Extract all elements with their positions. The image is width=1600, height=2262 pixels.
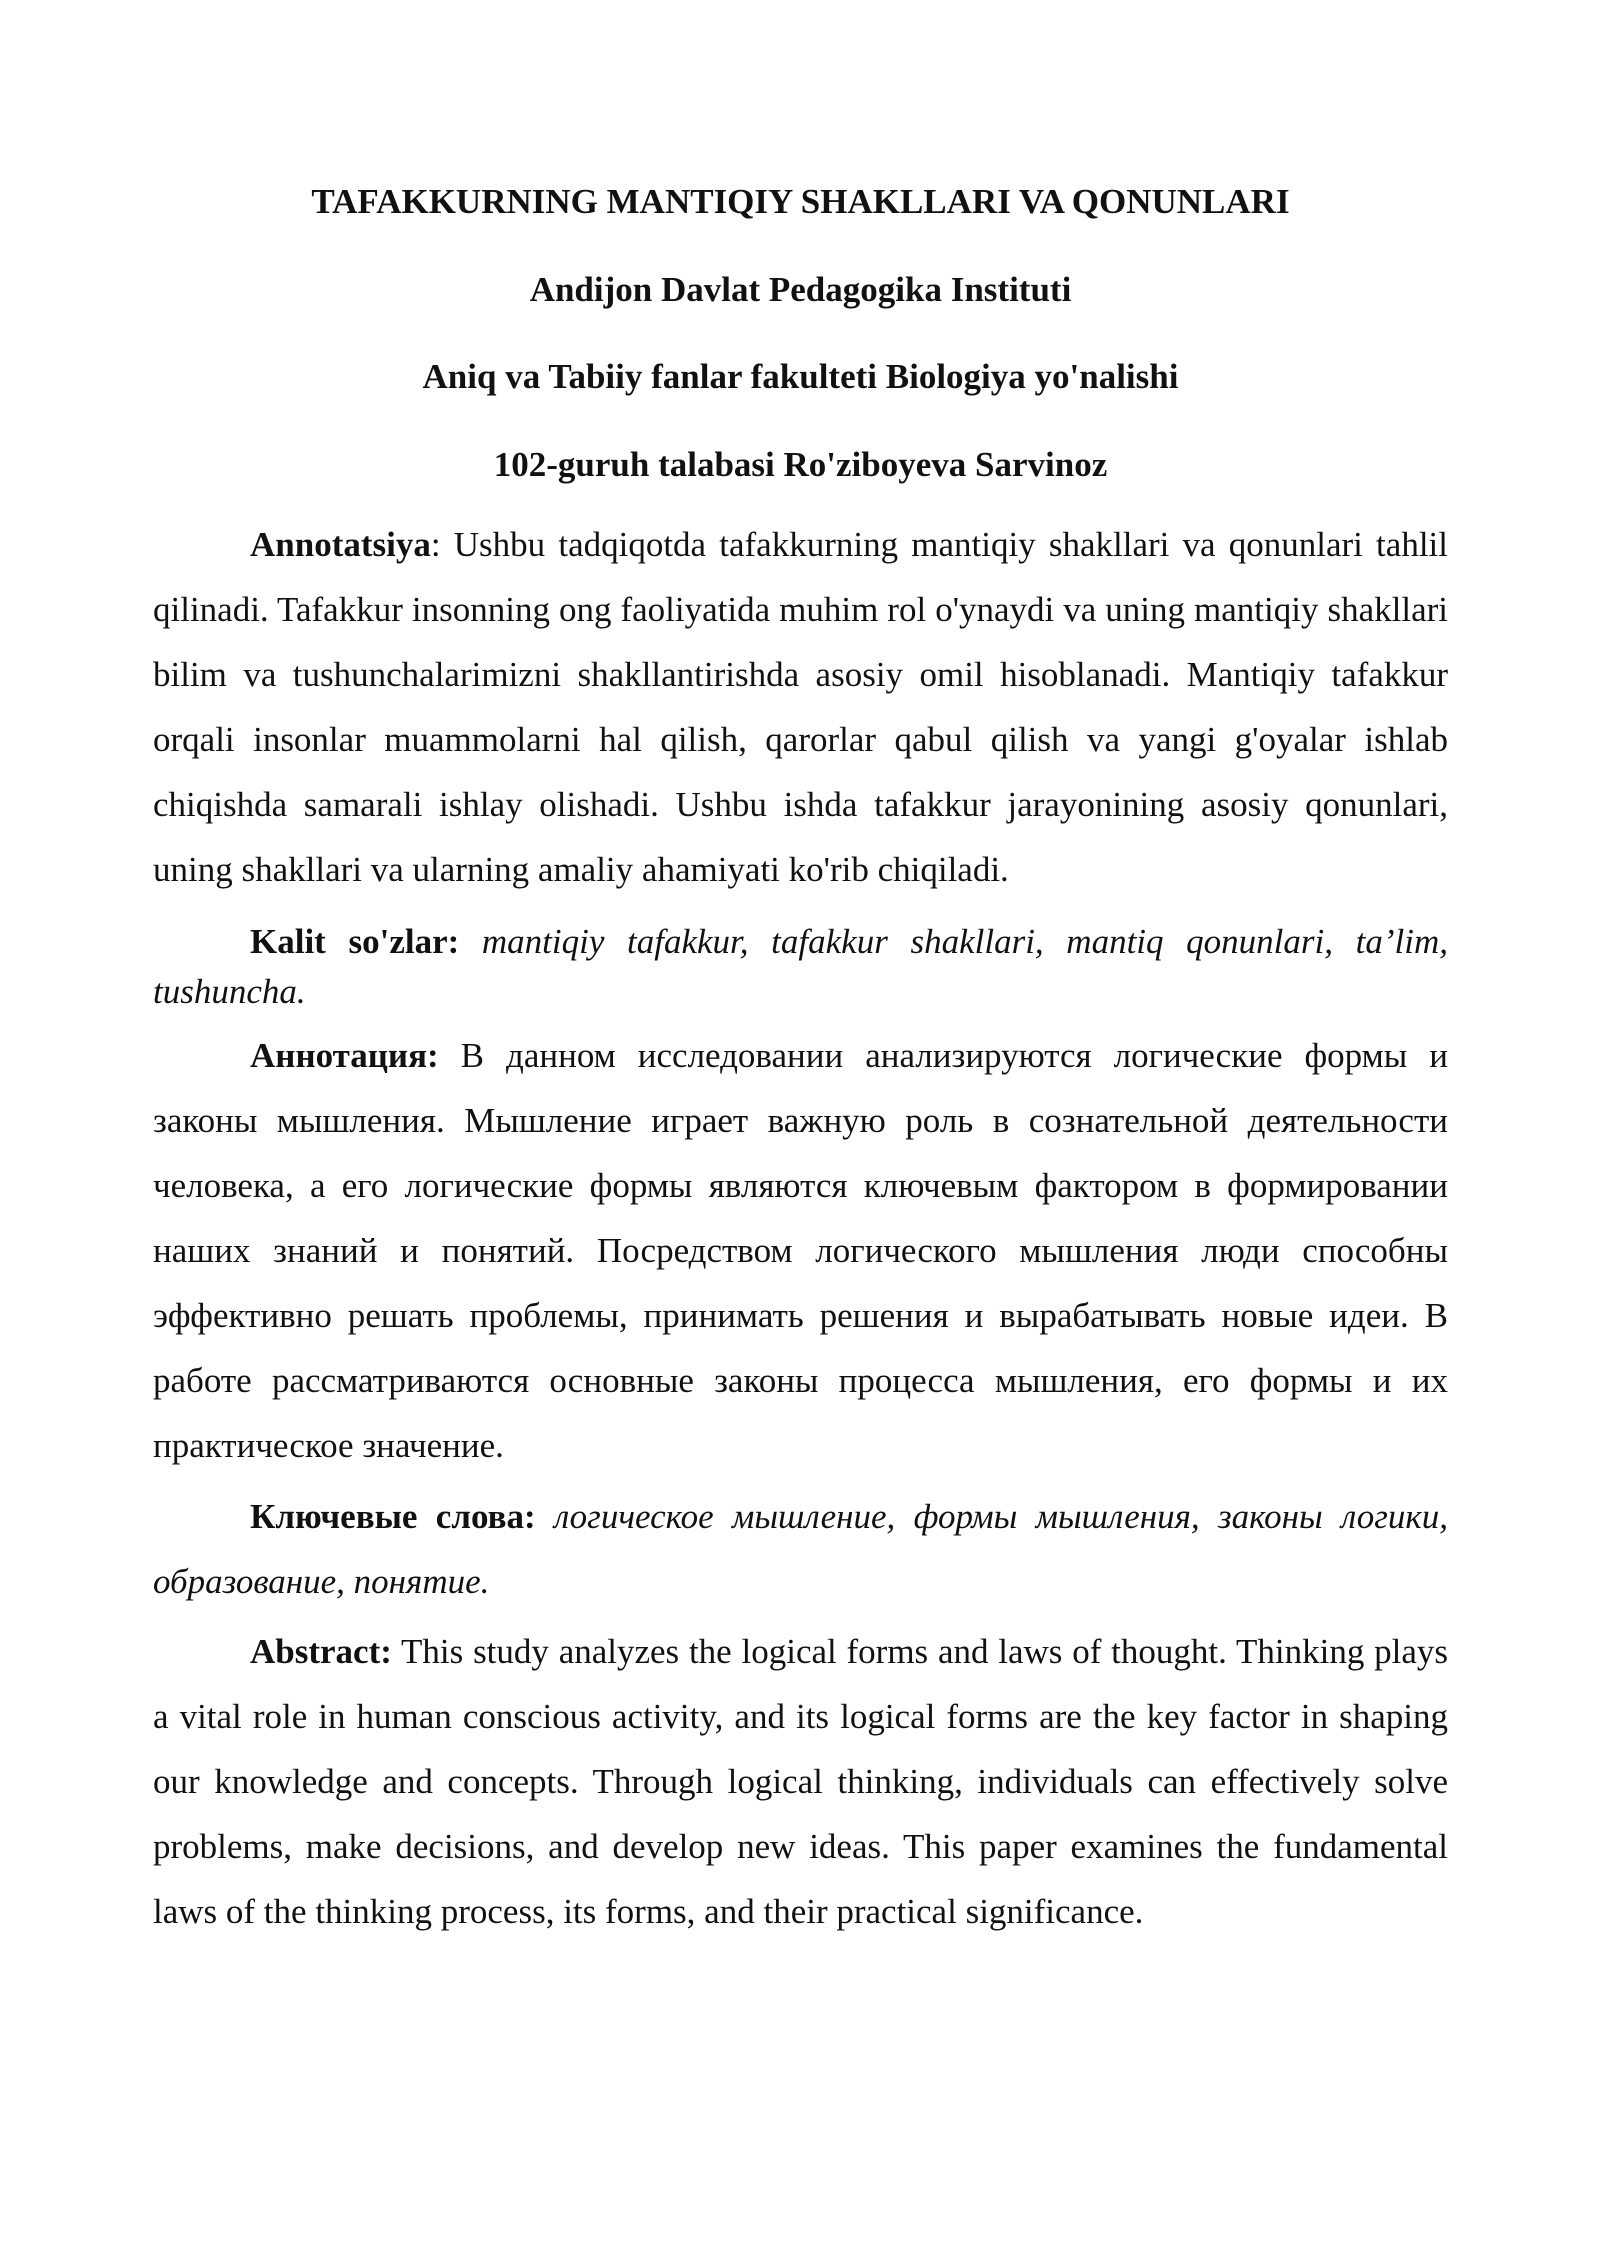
keywords-uz xyxy=(153,917,1448,1017)
keywords-ru-text: логическое мышление, формы мышления, законы логики, образование, понятие. xyxy=(153,1497,1449,1601)
faculty-name: Aniq va Tabiiy fanlar fakulteti Biologiya yo'nalishi xyxy=(422,357,1179,396)
annotation-uz xyxy=(153,512,1448,902)
keywords-uz-text: mantiqiy tafakkur, tafakkur shakllari, mantiq qonunlari, ta’lim, tushuncha. xyxy=(153,922,1448,1011)
annotation-ru-text: В данном исследовании анализируются логические формы и законы мышления. Мышление играет важную роль в сознательной деятельности человека, а его логические формы являются ключевым фактором в формировании наших знаний и понятий. Посредством логического мышления люди способны эффективно решать проблемы, принимать решения и вырабатывать новые идеи. В работе рассматриваются основные законы процесса мышления, его формы и их практическое значение. xyxy=(153,1036,1448,1465)
author-line: 102-guruh talabasi Ro'ziboyeva Sarvinoz xyxy=(493,445,1108,484)
institution-name: Andijon Davlat Pedagogika Instituti xyxy=(529,270,1072,309)
keywords-ru xyxy=(153,1484,1448,1614)
abstract-en-text: This study analyzes the logical forms and laws of thought. Thinking plays a vital role in human conscious activity, and its logical forms are the key factor in shaping our knowledge and concepts. Through logical thinking, individuals can effectively solve problems, make decisions, and develop new ideas. This paper examines the fundamental laws of the thinking process, its forms, and their practical significance. xyxy=(153,1632,1448,1931)
abstract-en xyxy=(153,1619,1448,1944)
document-content xyxy=(153,180,1448,1944)
annotation-uz-text: : Ushbu tadqiqotda tafakkurning mantiqiy shakllari va qonunlari tahlil qilinadi. Tafakkur insonning ong faoliyatida muhim rol o'ynaydi va uning mantiqiy shakllari bilim va tushunchalarimizni shakllantirishda asosiy omil hisoblanadi. Mantiqiy tafakkur orqali insonlar muammolarni hal qilish, qarorlar qabul qilish va yangi g'oyalar ishlab chiqishda samarali ishlay olishadi. Ushbu ishda tafakkur jarayonining asosiy qonunlari, uning shakllari va ularning amaliy ahamiyati ko'rib chiqiladi. xyxy=(153,525,1448,889)
keywords-uz-label: Kalit so'zlar: xyxy=(250,922,460,961)
annotation-ru xyxy=(153,1023,1448,1478)
annotation-uz-label: Annotatsiya xyxy=(250,525,431,564)
keywords-ru-label: Ключевые слова: xyxy=(250,1497,536,1536)
abstract-en-label: Abstract: xyxy=(250,1632,392,1671)
paper-title: TAFAKKURNING MANTIQIY SHAKLLARI VA QONUNLARI xyxy=(311,182,1290,221)
annotation-ru-label: Аннотация: xyxy=(250,1036,439,1075)
